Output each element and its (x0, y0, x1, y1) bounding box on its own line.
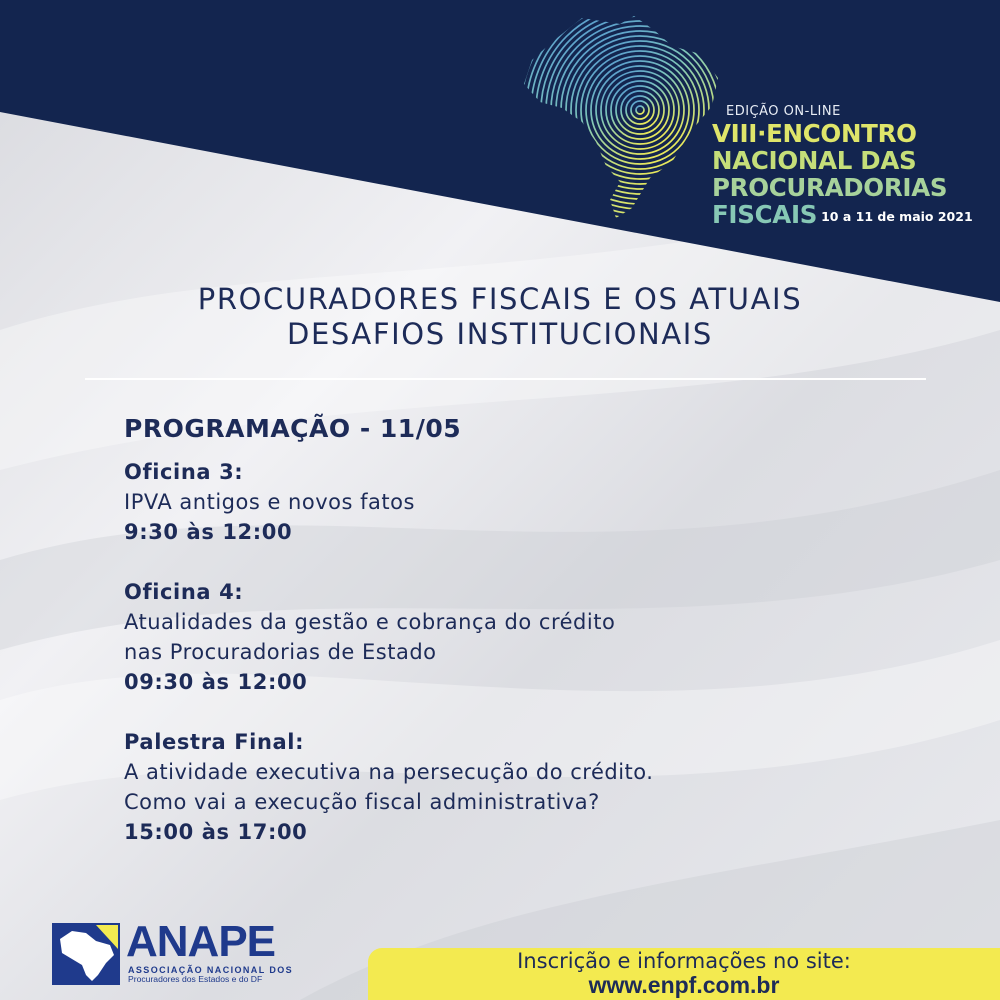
event-title-line (712, 201, 992, 230)
divider (85, 378, 926, 380)
event-title-line: NACIONAL DAS (712, 146, 917, 175)
session-name: Oficina 4: (124, 580, 244, 604)
page-title (60, 282, 940, 352)
website-link[interactable]: www.enpf.com.br (588, 972, 780, 998)
anape-brazil-map-icon (52, 923, 120, 985)
page-title-line: PROCURADORES FISCAIS E OS ATUAIS (197, 282, 803, 316)
event-title-line: PROCURADORIAS (712, 173, 948, 202)
organizer-subtitle (128, 966, 293, 984)
page-title-line: DESAFIOS INSTITUCIONAIS (287, 317, 713, 351)
session-item (124, 457, 884, 547)
event-edition: EDIÇÃO ON-LINE (726, 104, 841, 119)
session-name: Palestra Final: (124, 730, 305, 754)
session-time: 9:30 às 12:00 (124, 520, 293, 544)
session-time: 15:00 às 17:00 (124, 820, 308, 844)
organizer-subtitle-line: Procuradores dos Estados e do DF (128, 974, 263, 984)
session-item (124, 727, 884, 847)
info-text: Inscrição e informações no site: (517, 949, 851, 973)
session-description: nas Procuradorias de Estado (124, 640, 437, 664)
info-banner (368, 948, 1000, 1000)
brazil-map-fingerprint-icon (522, 12, 728, 220)
organizer-logo (52, 917, 294, 987)
program-heading: PROGRAMAÇÃO - 11/05 (124, 414, 462, 443)
session-description: IPVA antigos e novos fatos (124, 490, 415, 514)
session-description: Como vai a execução fiscal administrativa? (124, 790, 600, 814)
event-title-block (712, 104, 992, 230)
event-title-line: VIII·ENCONTRO (712, 119, 917, 148)
session-description: Atualidades da gestão e cobrança do crédito (124, 610, 616, 634)
session-item (124, 577, 884, 697)
event-title-last-word: FISCAIS (712, 200, 818, 229)
session-description: A atividade executiva na persecução do crédito. (124, 760, 654, 784)
session-name: Oficina 3: (124, 460, 244, 484)
event-dates: 10 a 11 de maio 2021 (821, 209, 973, 224)
session-time: 09:30 às 12:00 (124, 670, 308, 694)
organizer-name: ANAPE (126, 917, 276, 966)
organizer-subtitle-line: ASSOCIAÇÃO NACIONAL DOS (128, 965, 294, 975)
program-section (124, 412, 884, 877)
